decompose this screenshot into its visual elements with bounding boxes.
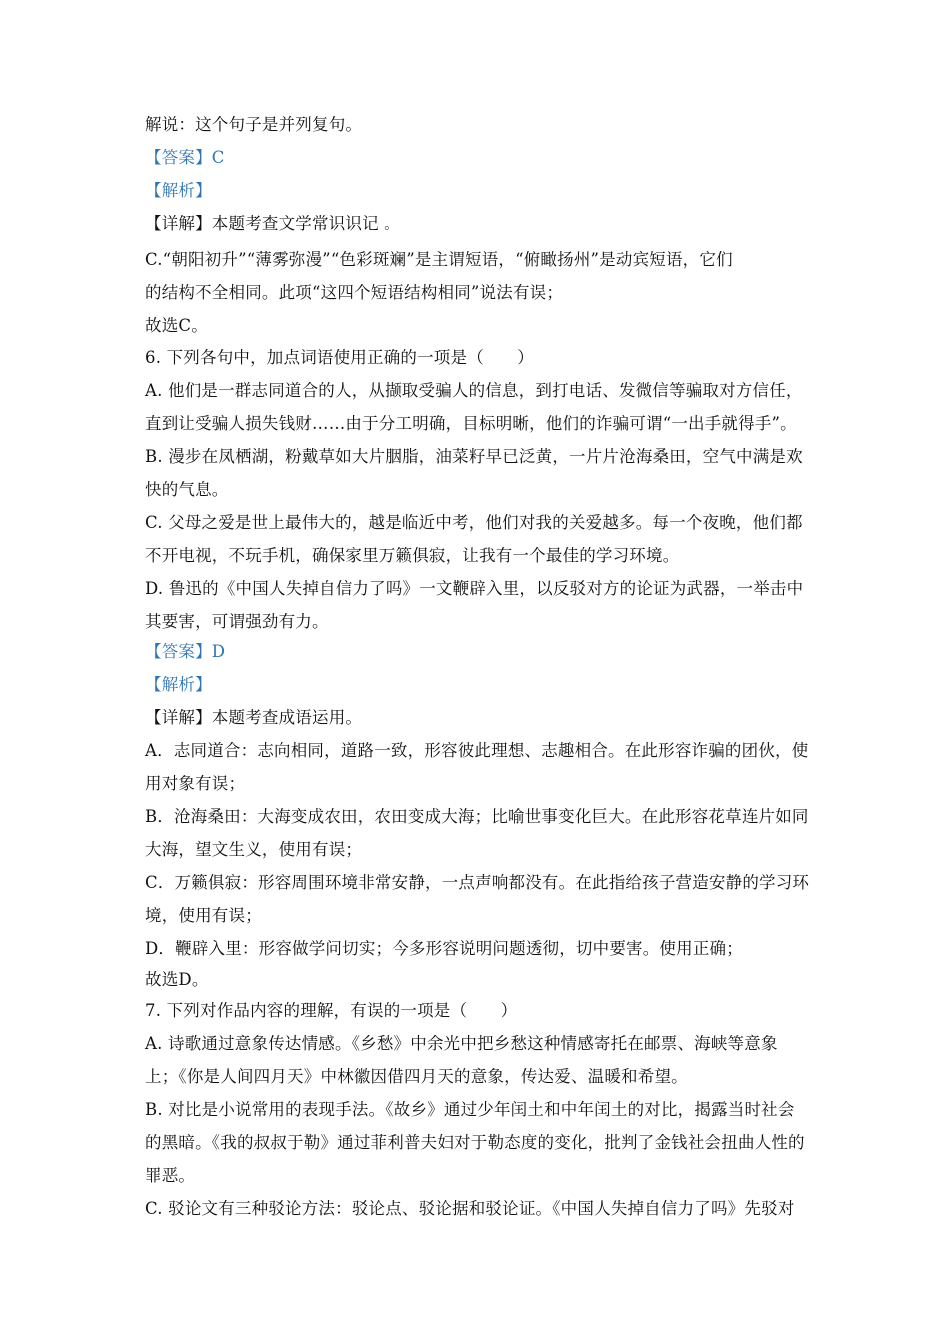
text-line: 上；《你是人间四月天》中林徽因借四月天的意象，传达爱、温暖和希望。 [145,1067,688,1086]
text-line: 故选C。 [145,316,208,335]
text-line: A．志同道合：志向相同，道路一致，形容彼此理想、志趣相合。在此形容诈骗的团伙，使 [145,741,809,760]
analysis-tag: 【解析】 [145,675,212,694]
option-b: B. 漫步在凤栖湖，粉戴草如大片胭脂，油菜籽早已泛黄，一片片沧海桑田，空气中满是欢 [145,447,803,466]
detail-line [145,213,398,236]
option-c: C. 父母之爱是世上最伟大的，越是临近中考，他们对我的关爱越多。每一个夜晚，他们都 [145,513,803,532]
text-line: 其要害，可谓强劲有力。 [145,612,329,631]
text-line: D．鞭辟入里：形容做学问切实；今多形容说明问题透彻，切中要害。使用正确； [145,939,743,958]
answer-line [145,641,225,663]
text-line: 大海，望文生义，使用有误； [145,840,363,859]
text-line: 的结构不全相同。此项“这四个短语结构相同”说法有误； [145,283,564,302]
text-line: 的黑暗。《我的叔叔于勒》通过菲利普夫妇对于勒态度的变化，批判了金钱社会扭曲人性的 [145,1133,805,1152]
text-line: 不开电视，不玩手机，确保家里万籁俱寂，让我有一个最佳的学习环境。 [145,546,680,565]
text-line: C．万籁俱寂：形容周围环境非常安静，一点声响都没有。在此指给孩子营造安静的学习环 [145,873,810,892]
analysis-tag: 【解析】 [145,181,212,200]
option-a: A. 他们是一群志同道合的人，从撷取受骗人的信息，到打电话、发微信等骗取对方信任， [145,381,803,400]
option-c: C. 驳论文有三种驳论方法：驳论点、驳论据和驳论证。《中国人失掉自信力了吗》先驳对 [145,1199,795,1218]
text-line: C.“朝阳初升”“薄雾弥漫”“色彩斑斓”是主谓短语，“俯瞰扬州”是动宾短语，它们 [145,250,733,269]
text-line: 解说：这个句子是并列复句。 [145,115,363,134]
trailing-mark: 。 [384,217,399,233]
question-6-stem: 6. 下列各句中，加点词语使用正确的一项是（ ） [145,348,534,367]
answer-tag: 【答案】D [145,642,226,661]
analysis-line [145,674,212,696]
text-line: 故选D。 [145,970,209,989]
text-line: 【详解】本题考查成语运用。 [145,708,363,727]
text-line: 境，使用有误； [145,906,262,925]
option-b: B. 对比是小说常用的表现手法。《故乡》通过少年闰土和中年闰土的对比，揭露当时社会 [145,1100,795,1119]
detail-text: 【详解】本题考查文学常识识记 [145,214,379,233]
answer-tag: 【答案】C [145,148,225,167]
text-line: 罪恶。 [145,1166,196,1185]
text-line: 快的气息。 [145,480,229,499]
text-line: 直到让受骗人损失钱财……由于分工明确，目标明晰，他们的诈骗可谓“一出手就得手”。 [145,414,797,433]
text-line: B．沧海桑田：大海变成农田，农田变成大海；比喻世事变化巨大。在此形容花草连片如同 [145,807,809,826]
option-d: D. 鲁迅的《中国人失掉自信力了吗》一文鞭辟入里，以反驳对方的论证为武器，一举击中 [145,579,804,598]
answer-line [145,147,225,169]
text-line: 用对象有误； [145,774,246,793]
option-a: A. 诗歌通过意象传达情感。《乡愁》中余光中把乡愁这种情感寄托在邮票、海峡等意象 [145,1034,778,1053]
analysis-line [145,180,212,202]
question-7-stem: 7. 下列对作品内容的理解，有误的一项是（ ） [145,1001,518,1020]
